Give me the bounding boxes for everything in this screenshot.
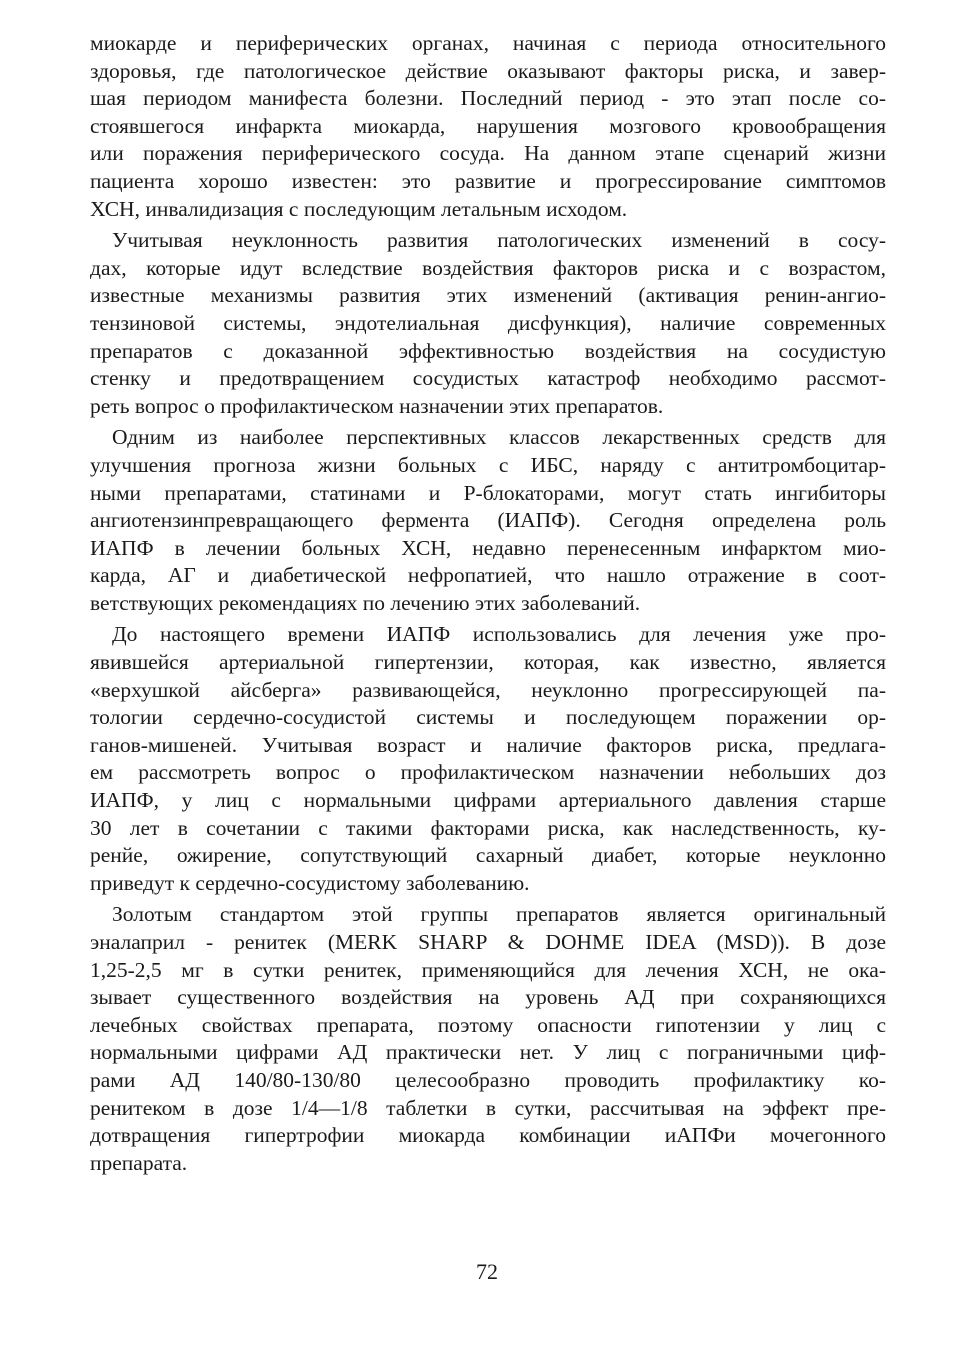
text-line: тензиновой системы, эндотелиальная дисфункция), наличие современных [90, 310, 886, 335]
text-line: Золотым стандартом этой группы препаратов является оригинальный [112, 902, 886, 927]
text-line: дах, которые идут вследствие воздействия факторов риска и с возрастом, [90, 255, 886, 280]
text-line: ренитеком в дозе 1/4—1/8 таблетки в сутки, рассчитывая на эффект пре- [90, 1095, 886, 1120]
text-line: ангиотензинпревращающего фермента (ИАПФ). Сегодня определена роль [90, 508, 886, 533]
text-line: дотвращения гипертрофии миокарда комбинации иАПФи мочегонного [90, 1123, 886, 1148]
text-line: эналаприл - ренитек (MERK SHARP & DOHME IDEA (MSD)). В дозе [90, 930, 886, 954]
paragraph [90, 621, 886, 897]
text-line: миокарде и периферических органах, начиная с периода относительного [90, 31, 886, 55]
text-line: ИАПФ, у лиц с нормальными цифрами артериального давления старше [90, 788, 886, 813]
text-line: здоровья, где патологическое действие оказывают факторы риска, и завер- [90, 58, 886, 83]
text-line: 1,25-2,5 мг в сутки ренитек, применяющийся для лечения ХСН, не ока- [90, 957, 886, 982]
paragraph [90, 227, 886, 420]
text-line: известные механизмы развития этих изменений (активация ренин-ангио- [90, 283, 886, 308]
text-line: реть вопрос о профилактическом назначении этих препаратов. [90, 393, 664, 418]
text-line: ветствующих рекомендациях по лечению этих заболеваний. [90, 590, 641, 615]
text-line: ными препаратами, статинами и Р-блокаторами, могут стать ингибиторы [90, 480, 886, 505]
text-line: 30 лет в сочетании с такими факторами риска, как наследственность, ку- [90, 815, 886, 840]
text-line: карда, АГ и диабетической нефропатией, что нашло отражение в соот- [90, 563, 886, 588]
text-line: препарата. [90, 1150, 188, 1175]
text-line: препаратов с доказанной эффективностью воздействия на сосудистую [90, 338, 886, 363]
page-body [90, 30, 886, 1181]
text-line: ХСН, инвалидизация с последующим летальным исходом. [90, 196, 628, 221]
text-line: До настоящего времени ИАПФ использовались для лечения уже про- [112, 622, 886, 647]
text-line: тологии сердечно-сосудистой системы и последующем поражении ор- [90, 705, 886, 730]
text-line: «верхушкой айсберга» развивающейся, неуклонно прогрессирующей па- [90, 677, 886, 702]
paragraph [90, 901, 886, 1177]
text-line: стоявшегося инфаркта миокарда, нарушения мозгового кровообращения [90, 113, 886, 138]
text-line: Одним из наиболее перспективных классов лекарственных средств для [112, 425, 886, 450]
text-line: явившейся артериальной гипертензии, которая, как известно, является [90, 650, 886, 675]
paragraph [90, 424, 886, 617]
text-line: улучшения прогноза жизни больных с ИБС, наряду с антитромбоцитар- [90, 452, 886, 477]
text-line: приведут к сердечно-сосудистому заболеванию. [90, 870, 530, 895]
text-line: ем рассмотреть вопрос о профилактическом назначении небольших доз [90, 760, 886, 785]
text-line: или поражения периферического сосуда. На данном этапе сценарий жизни [90, 141, 886, 166]
text-line: стенку и предотвращением сосудистых катастроф необходимо рассмот- [90, 366, 886, 391]
page-number: 72 [476, 1259, 498, 1284]
text-line: ренйе, ожирение, сопутствующий сахарный диабет, которые неуклонно [90, 843, 886, 868]
text-line: пациента хорошо известен: это развитие и прогрессирование симптомов [90, 168, 886, 193]
paragraph [90, 30, 886, 223]
text-line: лечебных свойствах препарата, поэтому опасности гипотензии у лиц с [90, 1012, 886, 1037]
text-line: ганов-мишеней. Учитывая возраст и наличие факторов риска, предлага- [90, 732, 886, 757]
text-line: нормальными цифрами АД практически нет. У лиц с пограничными циф- [90, 1040, 886, 1065]
text-line: шая периодом манифеста болезни. Последний период - это этап после со- [90, 86, 886, 111]
text-line: Учитывая неуклонность развития патологических изменений в сосу- [112, 228, 886, 253]
text-line: ИАПФ в лечении больных ХСН, недавно перенесенным инфарктом мио- [90, 535, 886, 560]
text-line: рами АД 140/80-130/80 целесообразно проводить профилактику ко- [90, 1067, 886, 1092]
text-line: зывает существенного воздействия на уровень АД при сохраняющихся [90, 985, 886, 1010]
